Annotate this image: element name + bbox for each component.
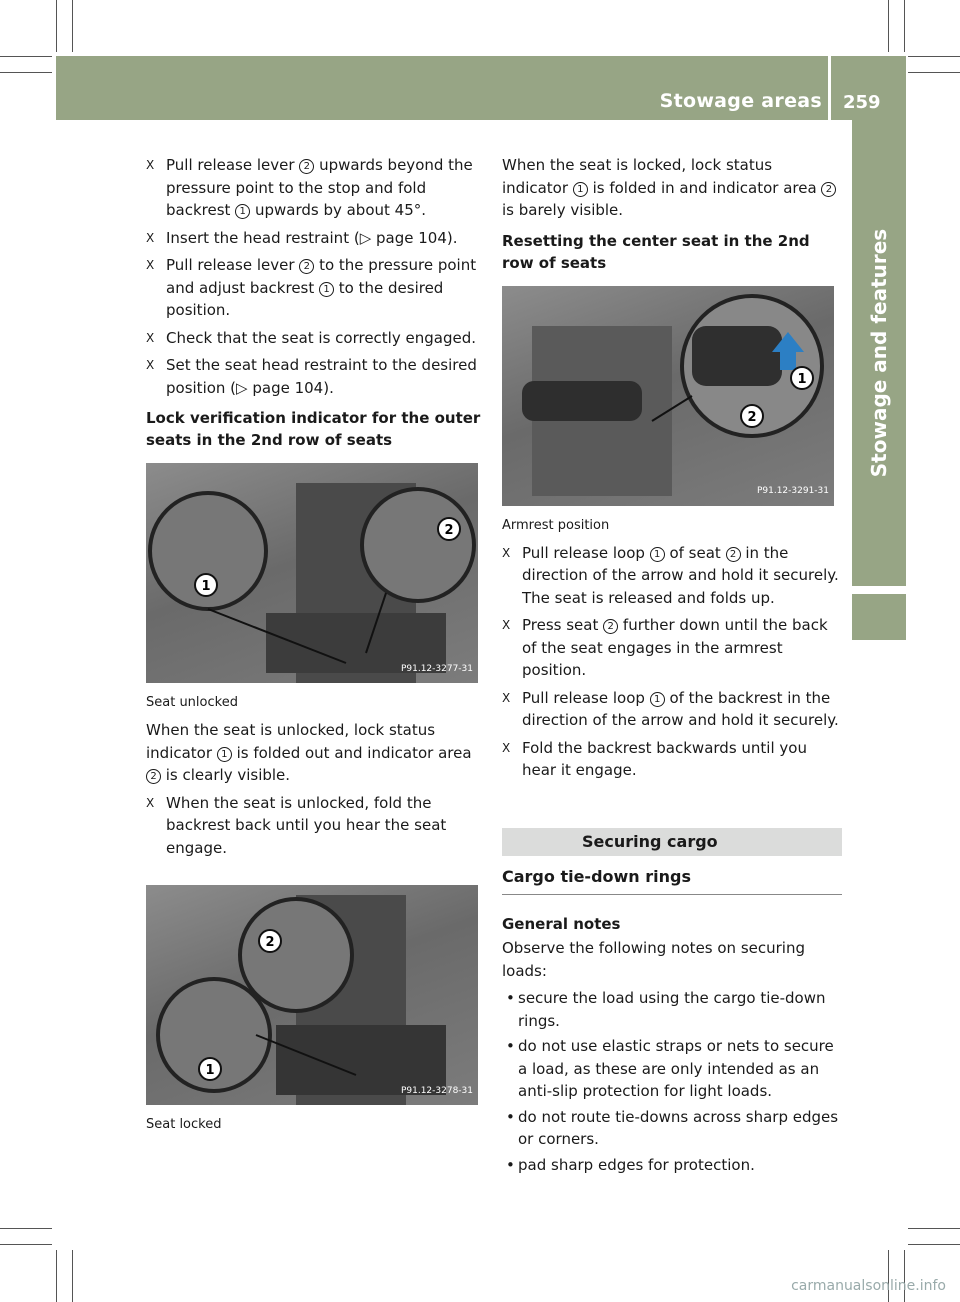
svg-text:2: 2 (444, 523, 454, 538)
seat-illustration (146, 885, 478, 1105)
crop-mark (904, 1250, 905, 1302)
page-ref-icon: ▷ (359, 228, 372, 247)
section-subtitle: Cargo tie-down rings (502, 856, 842, 896)
instruction-step (146, 254, 486, 322)
bullet-icon: • (506, 1107, 515, 1126)
figure-caption: Armrest position (502, 517, 610, 533)
step-arrow-icon: X (502, 618, 511, 632)
callout-2: 2 (299, 259, 314, 274)
instruction-step (502, 737, 842, 782)
seat-illustration (146, 463, 478, 683)
figure-seat-locked (146, 885, 478, 1105)
figure-armrest (502, 286, 834, 506)
svg-text:1: 1 (201, 579, 211, 594)
figure-code: P91.12-3277-31 (400, 663, 473, 674)
figure-code: P91.12-3278-31 (400, 1085, 473, 1096)
instruction-step (502, 614, 842, 682)
step-text: Pull release loop 1 of seat 2 in the direction of the arrow and hold it securely. The seat is released and folds up. (522, 543, 839, 607)
step-text: Set the seat head restraint to the desired position (▷ page 104). (166, 356, 477, 397)
step-arrow-icon: X (502, 690, 511, 705)
paragraph: When the seat is unlocked, lock status indicator 1 is folded out and indicator area 2 is clearly visible. (146, 721, 472, 784)
crop-mark (0, 1228, 52, 1229)
step-text: Press seat 2 further down until the back of the seat engages in the armrest position. (522, 616, 828, 679)
page-ref[interactable]: page 104). (247, 378, 334, 397)
step-text: Pull release lever 2 to the pressure point and adjust backrest 1 to the desired position. (166, 256, 477, 319)
crop-mark (0, 56, 52, 57)
side-tab-label: Stowage and features (867, 228, 891, 478)
callout-2: 2 (821, 182, 836, 197)
crop-mark (56, 1250, 57, 1302)
crop-mark (904, 0, 905, 52)
step-text: Check that the seat is correctly engaged. (166, 328, 476, 347)
right-column (502, 154, 842, 1179)
step-text: Pull release lever 2 upwards beyond the pressure point to the stop and fold backrest 1 upwards by about 45°. (166, 156, 473, 219)
step-arrow-icon: X (502, 545, 511, 560)
page-ref[interactable]: page 104). (371, 228, 458, 247)
svg-text:1: 1 (797, 371, 807, 387)
step-text: Insert the head restraint (▷ page 104). (166, 228, 458, 247)
list-item (502, 987, 842, 1032)
section-heading: Lock verification indicator for the outer seats in the 2nd row of seats (146, 409, 481, 449)
callout-1: 1 (319, 282, 334, 297)
figure-caption: Seat locked (146, 1117, 222, 1132)
svg-text:2: 2 (747, 409, 757, 425)
crop-mark (908, 1228, 960, 1229)
instruction-step (502, 542, 842, 610)
paragraph: When the seat is locked, lock status indicator 1 is folded in and indicator area 2 is barely visible. (502, 154, 842, 222)
instruction-steps (502, 542, 842, 782)
section-heading: Resetting the center seat in the 2nd row of seats (502, 231, 810, 272)
crop-mark (888, 1250, 889, 1302)
page-number: 259 (843, 92, 881, 113)
watermark: carmanualsonline.info (791, 1278, 946, 1294)
callout-1: 1 (573, 182, 588, 197)
armrest-illustration (502, 286, 834, 506)
crop-mark (0, 72, 52, 73)
callout-2: 2 (299, 159, 314, 174)
list-item-text: do not route tie-downs across sharp edges or corners. (518, 1107, 839, 1148)
figure-caption: Seat unlocked (146, 695, 238, 710)
header-title: Stowage areas (659, 90, 822, 112)
list-item (502, 1035, 842, 1103)
crop-mark (0, 1244, 52, 1245)
crop-mark (908, 72, 960, 73)
header-separator (828, 56, 831, 120)
crop-mark (56, 0, 57, 52)
step-arrow-icon: X (146, 230, 155, 245)
step-text: When the seat is unlocked, fold the backrest back until you hear the seat engage. (166, 793, 447, 857)
bullet-icon: • (506, 989, 515, 1007)
list-item (502, 1106, 842, 1151)
section-band: Securing cargo (502, 828, 842, 856)
instruction-step (146, 227, 486, 250)
step-arrow-icon: X (146, 158, 155, 172)
left-column (146, 154, 486, 1141)
instruction-step (146, 792, 486, 860)
instruction-steps (146, 154, 486, 399)
instruction-step (146, 327, 486, 350)
step-arrow-icon: X (146, 795, 155, 810)
crop-mark (72, 0, 73, 52)
crop-mark (72, 1250, 73, 1302)
list-item-text: do not use elastic straps or nets to secure a load, as these are only intended as an anti-slip protection for light loads. (518, 1037, 834, 1100)
callout-1: 1 (235, 204, 250, 219)
step-text: Pull release loop 1 of the backrest in the direction of the arrow and hold it securely. (522, 688, 839, 729)
callout-2: 2 (726, 547, 741, 562)
bullet-icon: • (506, 1037, 515, 1055)
crop-mark (888, 0, 889, 52)
step-text: Fold the backrest backwards until you hear it engage. (522, 738, 807, 779)
notes-intro: Observe the following notes on securing loads: (502, 939, 805, 980)
callout-1: 1 (650, 547, 665, 562)
svg-text:1: 1 (205, 1063, 215, 1078)
callout-1: 1 (650, 692, 665, 707)
notes-heading: General notes (502, 915, 621, 933)
callout-2: 2 (603, 619, 618, 634)
notes-list (502, 987, 842, 1176)
bullet-icon: • (506, 1155, 515, 1174)
instruction-step (502, 687, 842, 732)
crop-mark (908, 1244, 960, 1245)
side-tab-block (852, 594, 906, 640)
instruction-step (146, 354, 486, 399)
crop-mark (908, 56, 960, 57)
list-item-text: secure the load using the cargo tie-down rings. (518, 989, 826, 1030)
callout-1: 1 (217, 747, 232, 762)
page-ref-icon: ▷ (236, 378, 248, 397)
step-arrow-icon: X (502, 740, 511, 755)
callout-2: 2 (146, 769, 161, 784)
figure-seat-unlocked (146, 463, 478, 683)
instruction-step (146, 154, 486, 222)
step-arrow-icon: X (146, 358, 155, 372)
step-arrow-icon: X (146, 258, 155, 272)
figure-code: P91.12-3291-31 (756, 486, 829, 496)
list-item-text: pad sharp edges for protection. (518, 1155, 755, 1174)
step-arrow-icon: X (146, 330, 155, 345)
svg-text:2: 2 (265, 935, 275, 950)
list-item (502, 1154, 842, 1177)
